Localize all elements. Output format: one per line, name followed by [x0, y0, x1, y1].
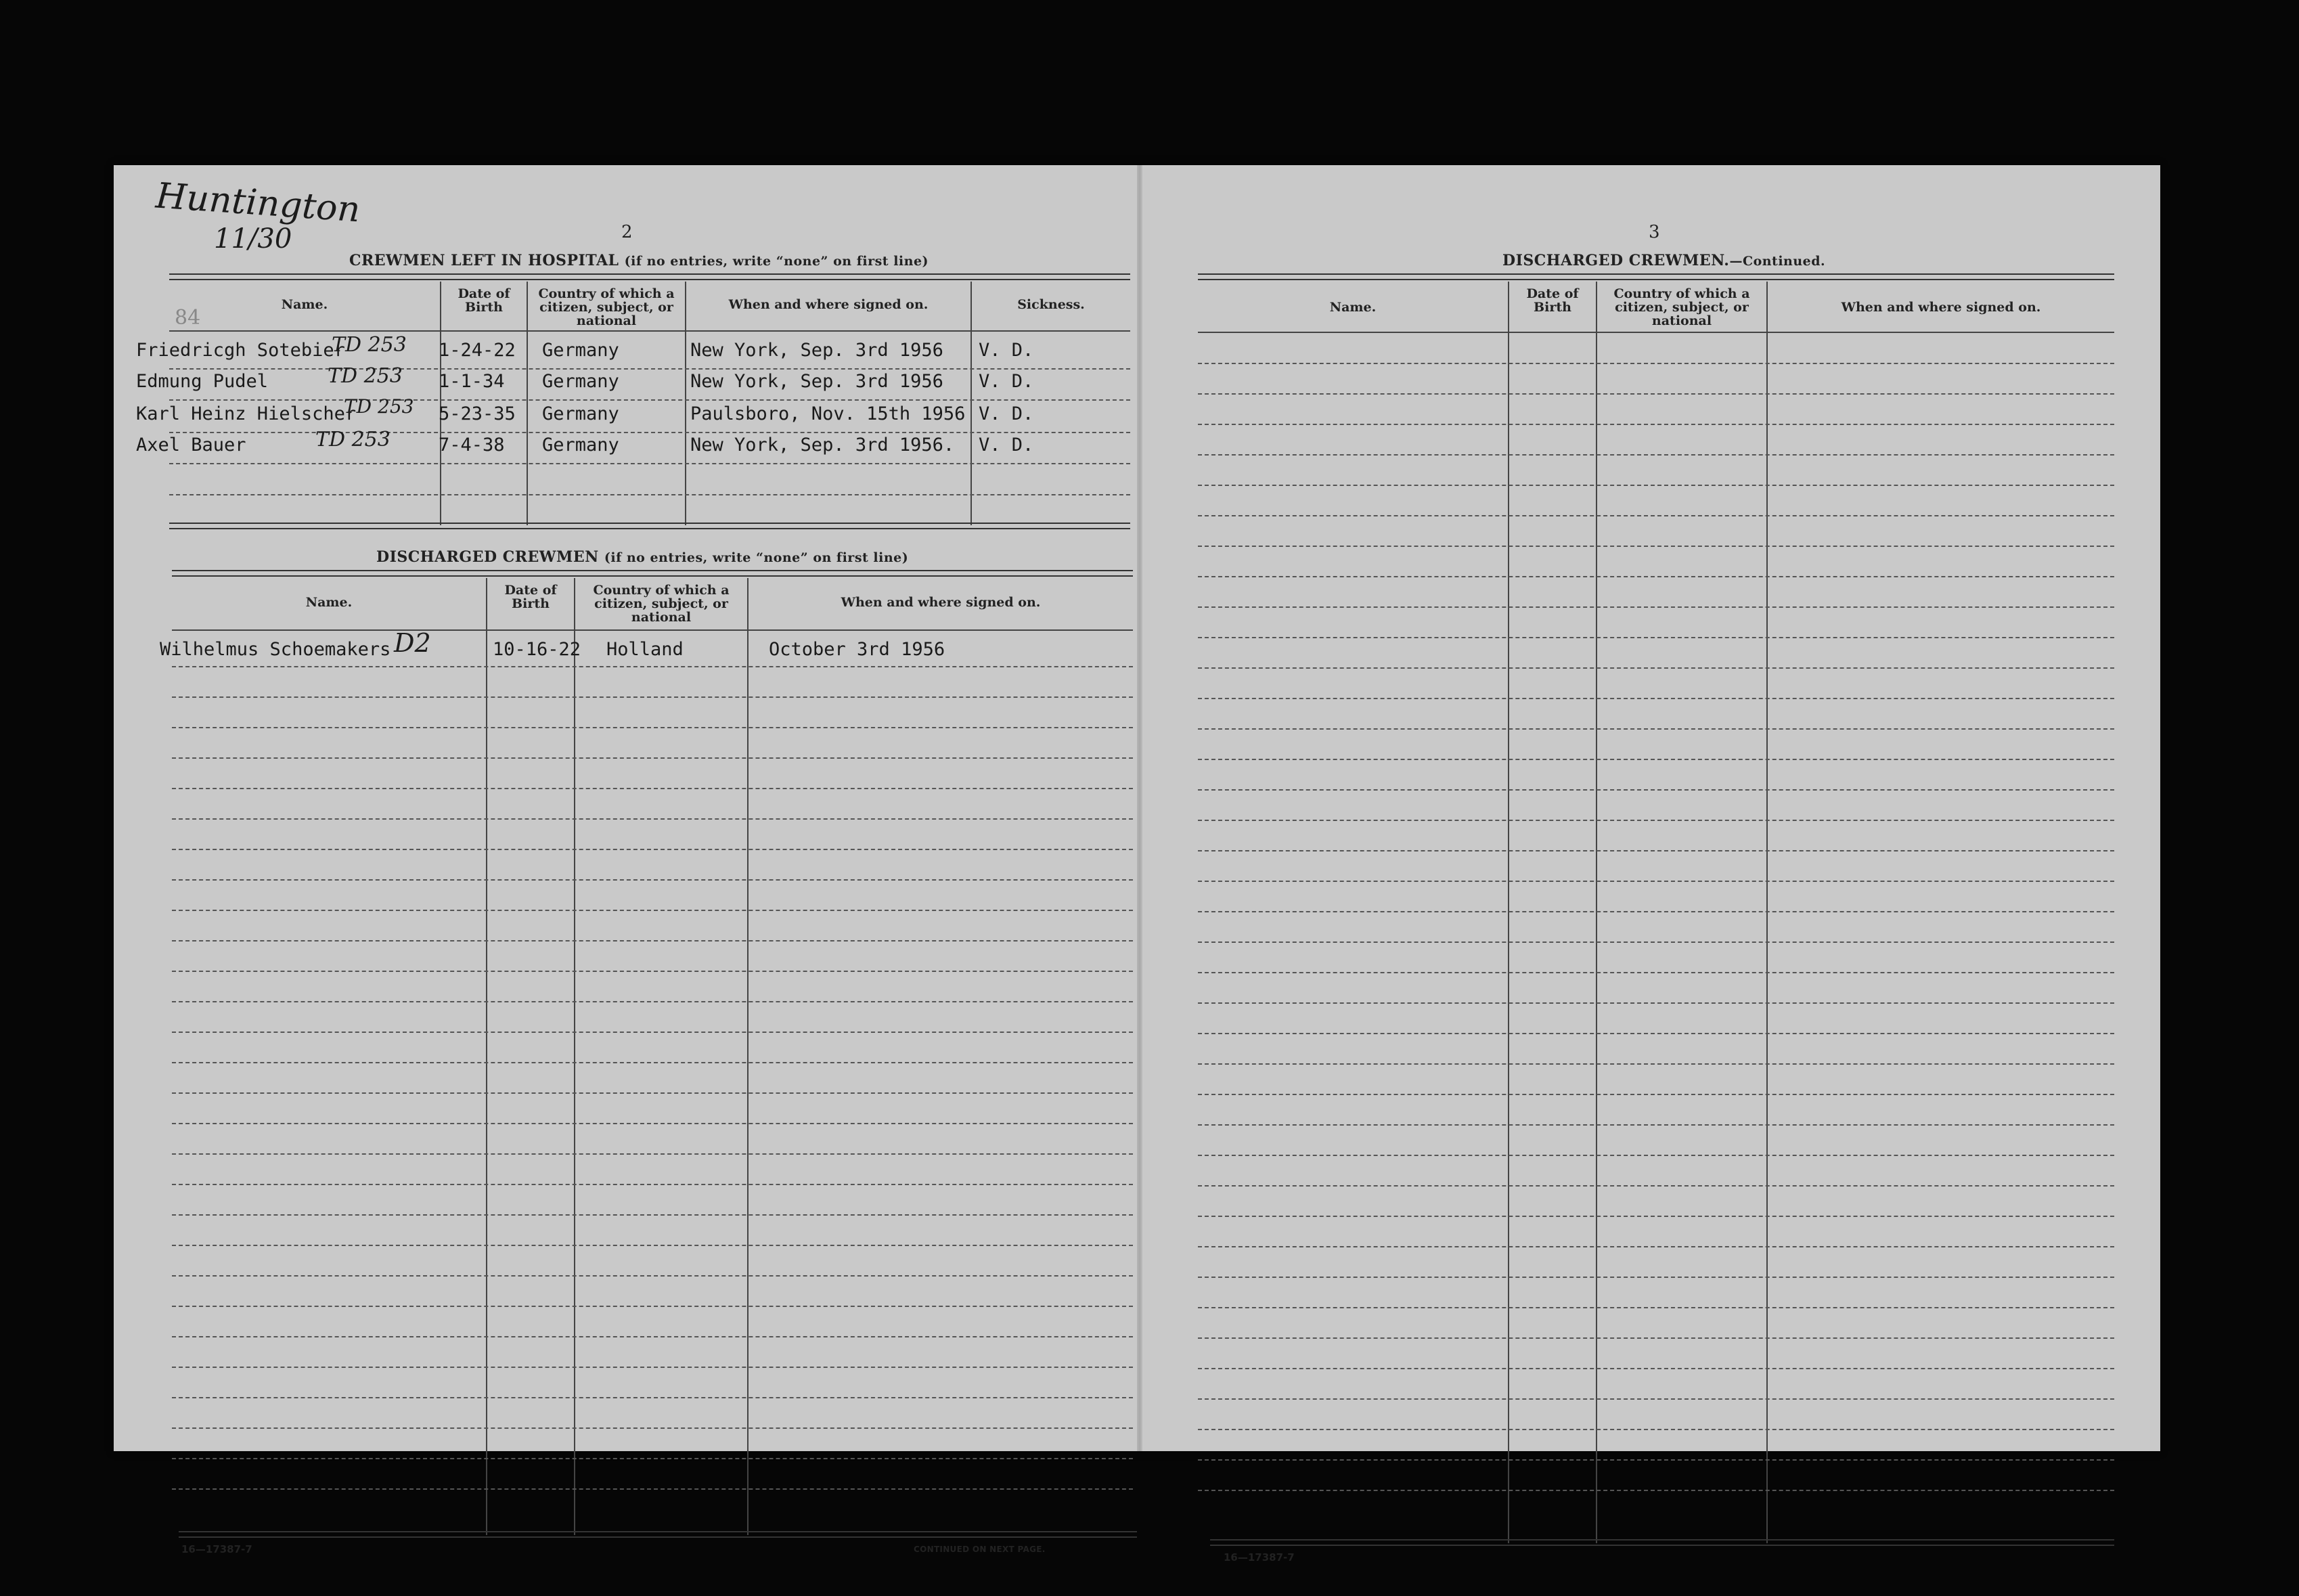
ruled-line	[172, 1245, 1133, 1246]
ruled-line	[1198, 1033, 2114, 1034]
ruled-line	[1198, 1337, 2114, 1339]
discharged-continued-title	[1502, 252, 1825, 269]
hospital-section-title	[349, 252, 929, 269]
right-header-rule	[1198, 332, 2114, 333]
ruled-line	[1198, 1094, 2114, 1095]
ruled-line	[1198, 1216, 2114, 1217]
right-page	[1142, 165, 2160, 1564]
ruled-line	[1198, 850, 2114, 851]
hospital-row-2-annotation: TD 253	[328, 364, 403, 388]
ruled-line	[172, 1062, 1133, 1063]
hospital-row-3-dob: 5-23-35	[439, 403, 516, 424]
ruled-line	[1198, 454, 2114, 456]
ruled-line	[1198, 1002, 2114, 1004]
hospital-row-line	[169, 432, 1130, 433]
ruled-line	[172, 1336, 1133, 1337]
right-header-dob: Date of Birth	[1526, 286, 1579, 315]
hospital-row-2-dob: 1-1-34	[439, 371, 505, 392]
ruled-line	[172, 940, 1133, 941]
hospital-row-2-sickness: V. D.	[979, 371, 1034, 392]
ruled-line	[1198, 667, 2114, 669]
ruled-line	[1198, 424, 2114, 425]
hospital-header-dob: Date of Birth	[457, 286, 510, 315]
hospital-row-2-signed: New York, Sep. 3rd 1956	[690, 371, 943, 392]
right-header-signed: When and where signed on.	[1841, 300, 2041, 315]
discharged-col-divider	[574, 578, 575, 1535]
ruled-line	[1198, 941, 2114, 943]
right-header-name: Name.	[1329, 300, 1377, 315]
hospital-row-line	[169, 463, 1130, 464]
hospital-row-3-name: Karl Heinz Hielscher	[136, 403, 357, 424]
document-sheet	[114, 165, 2160, 1564]
right-header-country: Country of which a citizen, subject, or national	[1613, 286, 1750, 328]
hospital-row-2-name: Edmung Pudel	[136, 371, 269, 392]
ruled-line	[1198, 759, 2114, 760]
ruled-line	[1198, 637, 2114, 638]
hospital-title-text: CREWMEN LEFT IN HOSPITAL	[349, 252, 619, 269]
left-page	[114, 165, 1137, 1555]
hospital-row-3-country: Germany	[542, 403, 619, 424]
hospital-header-rule	[169, 330, 1130, 332]
hospital-row-1-name: Friedricgh Sotebier	[136, 340, 345, 361]
hospital-row-1-sickness: V. D.	[979, 340, 1034, 361]
hospital-col-divider	[970, 282, 972, 525]
ruled-line	[172, 788, 1133, 789]
right-col-divider	[1766, 282, 1768, 1543]
right-top-rule	[1198, 273, 2114, 280]
discharged-title-text: DISCHARGED CREWMEN	[376, 548, 599, 566]
ruled-line	[172, 1001, 1133, 1002]
continued-note: CONTINUED ON NEXT PAGE.	[914, 1545, 1046, 1554]
discharged-header-signed: When and where signed on.	[841, 595, 1041, 610]
discharged-row-1-dob: 10-16-22	[493, 639, 581, 660]
hospital-header-country: Country of which a citizen, subject, or national	[538, 286, 675, 328]
ruled-line	[172, 971, 1133, 972]
ruled-line	[1198, 881, 2114, 882]
hospital-row-line	[169, 368, 1130, 370]
discharged-col-divider	[747, 578, 749, 1535]
ruled-line	[172, 727, 1133, 728]
ruled-line	[1198, 606, 2114, 608]
hospital-row-1-annotation: TD 253	[332, 333, 407, 357]
hospital-instruction: (if no entries, write “none” on first line)	[624, 254, 929, 269]
discharged-continued-title-text: DISCHARGED CREWMEN.	[1502, 252, 1730, 269]
ruled-line	[172, 1367, 1133, 1368]
ruled-line	[172, 1214, 1133, 1216]
hospital-row-4-annotation: TD 253	[315, 428, 390, 451]
hospital-row-4-signed: New York, Sep. 3rd 1956.	[690, 435, 955, 456]
ruled-line	[172, 1184, 1133, 1185]
ruled-line	[172, 1458, 1133, 1459]
ruled-line	[1198, 1277, 2114, 1278]
discharged-row-1-country: Holland	[606, 639, 684, 660]
hospital-row-line	[169, 494, 1130, 495]
right-bottom-rule	[1210, 1539, 2114, 1546]
hospital-row-3-signed: Paulsboro, Nov. 15th 1956	[690, 403, 966, 424]
right-col-divider	[1508, 282, 1509, 1543]
ruled-line	[172, 696, 1133, 698]
ruled-line	[1198, 728, 2114, 730]
page-fold	[1137, 165, 1142, 1451]
ruled-line	[172, 1427, 1133, 1429]
discharged-row-1-signed: October 3rd 1956	[769, 639, 945, 660]
discharged-row-1-name: Wilhelmus Schoemakers	[160, 639, 391, 660]
ruled-line	[1198, 1307, 2114, 1308]
ruled-line	[1198, 1124, 2114, 1126]
ruled-line	[1198, 1246, 2114, 1247]
discharged-header-name: Name.	[305, 595, 353, 610]
form-number: 16—17387-7	[181, 1543, 252, 1555]
hospital-row-4-country: Germany	[542, 435, 619, 456]
hospital-row-2-country: Germany	[542, 371, 619, 392]
ruled-line	[172, 1123, 1133, 1124]
handwritten-ship-name: Huntington	[154, 175, 362, 231]
ruled-line	[1198, 515, 2114, 516]
hospital-col-divider	[527, 282, 528, 525]
ruled-line	[1198, 485, 2114, 486]
ruled-line	[172, 1275, 1133, 1277]
ruled-line	[1198, 972, 2114, 973]
discharged-header-country: Country of which a citizen, subject, or national	[593, 583, 730, 625]
ruled-line	[1198, 1429, 2114, 1430]
ruled-line	[1198, 1398, 2114, 1400]
ruled-line	[172, 1397, 1133, 1398]
ruled-line	[172, 1032, 1133, 1033]
discharged-header-rule	[172, 629, 1133, 631]
ruled-line	[1198, 911, 2114, 912]
ruled-line	[172, 666, 1133, 667]
right-col-divider	[1596, 282, 1597, 1543]
ruled-line	[1198, 1368, 2114, 1369]
ruled-line	[1198, 820, 2114, 821]
hospital-header-sickness: Sickness.	[1017, 297, 1085, 312]
ruled-line	[172, 757, 1133, 759]
discharged-instruction: (if no entries, write “none” on first line)	[604, 550, 909, 565]
discharged-bottom-rule	[179, 1531, 1137, 1538]
hospital-top-rule	[169, 273, 1130, 280]
ruled-line	[1198, 1063, 2114, 1065]
hospital-row-4-sickness: V. D.	[979, 435, 1034, 456]
hospital-row-3-sickness: V. D.	[979, 403, 1034, 424]
ruled-line	[1198, 576, 2114, 577]
discharged-col-divider	[486, 578, 487, 1535]
form-number: 16—17387-7	[1224, 1551, 1295, 1564]
page-number: 2	[621, 222, 633, 242]
hospital-header-signed: When and where signed on.	[728, 297, 929, 312]
hospital-row-4-dob: 7-4-38	[439, 435, 505, 456]
ruled-line	[1198, 698, 2114, 699]
hospital-row-3-annotation: TD 253	[344, 395, 414, 418]
ruled-line	[172, 879, 1133, 881]
hospital-header-name: Name.	[281, 297, 328, 312]
margin-mark: 84	[175, 306, 201, 330]
ruled-line	[172, 1488, 1133, 1490]
ruled-line	[172, 1306, 1133, 1307]
ruled-line	[1198, 789, 2114, 791]
ruled-line	[1198, 1155, 2114, 1156]
hospital-row-1-signed: New York, Sep. 3rd 1956	[690, 340, 943, 361]
hospital-row-line	[169, 399, 1130, 401]
discharged-section-title	[376, 548, 908, 566]
hospital-bottom-rule	[169, 523, 1130, 529]
discharged-top-rule	[172, 570, 1133, 577]
hospital-row-1-country: Germany	[542, 340, 619, 361]
hospital-row-1-dob: 1-24-22	[439, 340, 516, 361]
ruled-line	[1198, 546, 2114, 547]
handwritten-date: 11/30	[214, 223, 292, 254]
ruled-line	[172, 849, 1133, 850]
hospital-row-4-name: Axel Bauer	[136, 435, 246, 456]
ruled-line	[1198, 1185, 2114, 1187]
discharged-row-1-annotation: D2	[394, 628, 431, 658]
ruled-line	[172, 1153, 1133, 1155]
ruled-line	[1198, 363, 2114, 364]
ruled-line	[172, 1092, 1133, 1094]
ruled-line	[1198, 1459, 2114, 1461]
discharged-header-dob: Date of Birth	[504, 583, 557, 611]
ruled-line	[1198, 1490, 2114, 1491]
continued-suffix: —Continued.	[1729, 254, 1826, 269]
hospital-col-divider	[685, 282, 686, 525]
page-number: 3	[1649, 222, 1660, 242]
ruled-line	[172, 818, 1133, 820]
ruled-line	[172, 910, 1133, 911]
ruled-line	[1198, 393, 2114, 395]
